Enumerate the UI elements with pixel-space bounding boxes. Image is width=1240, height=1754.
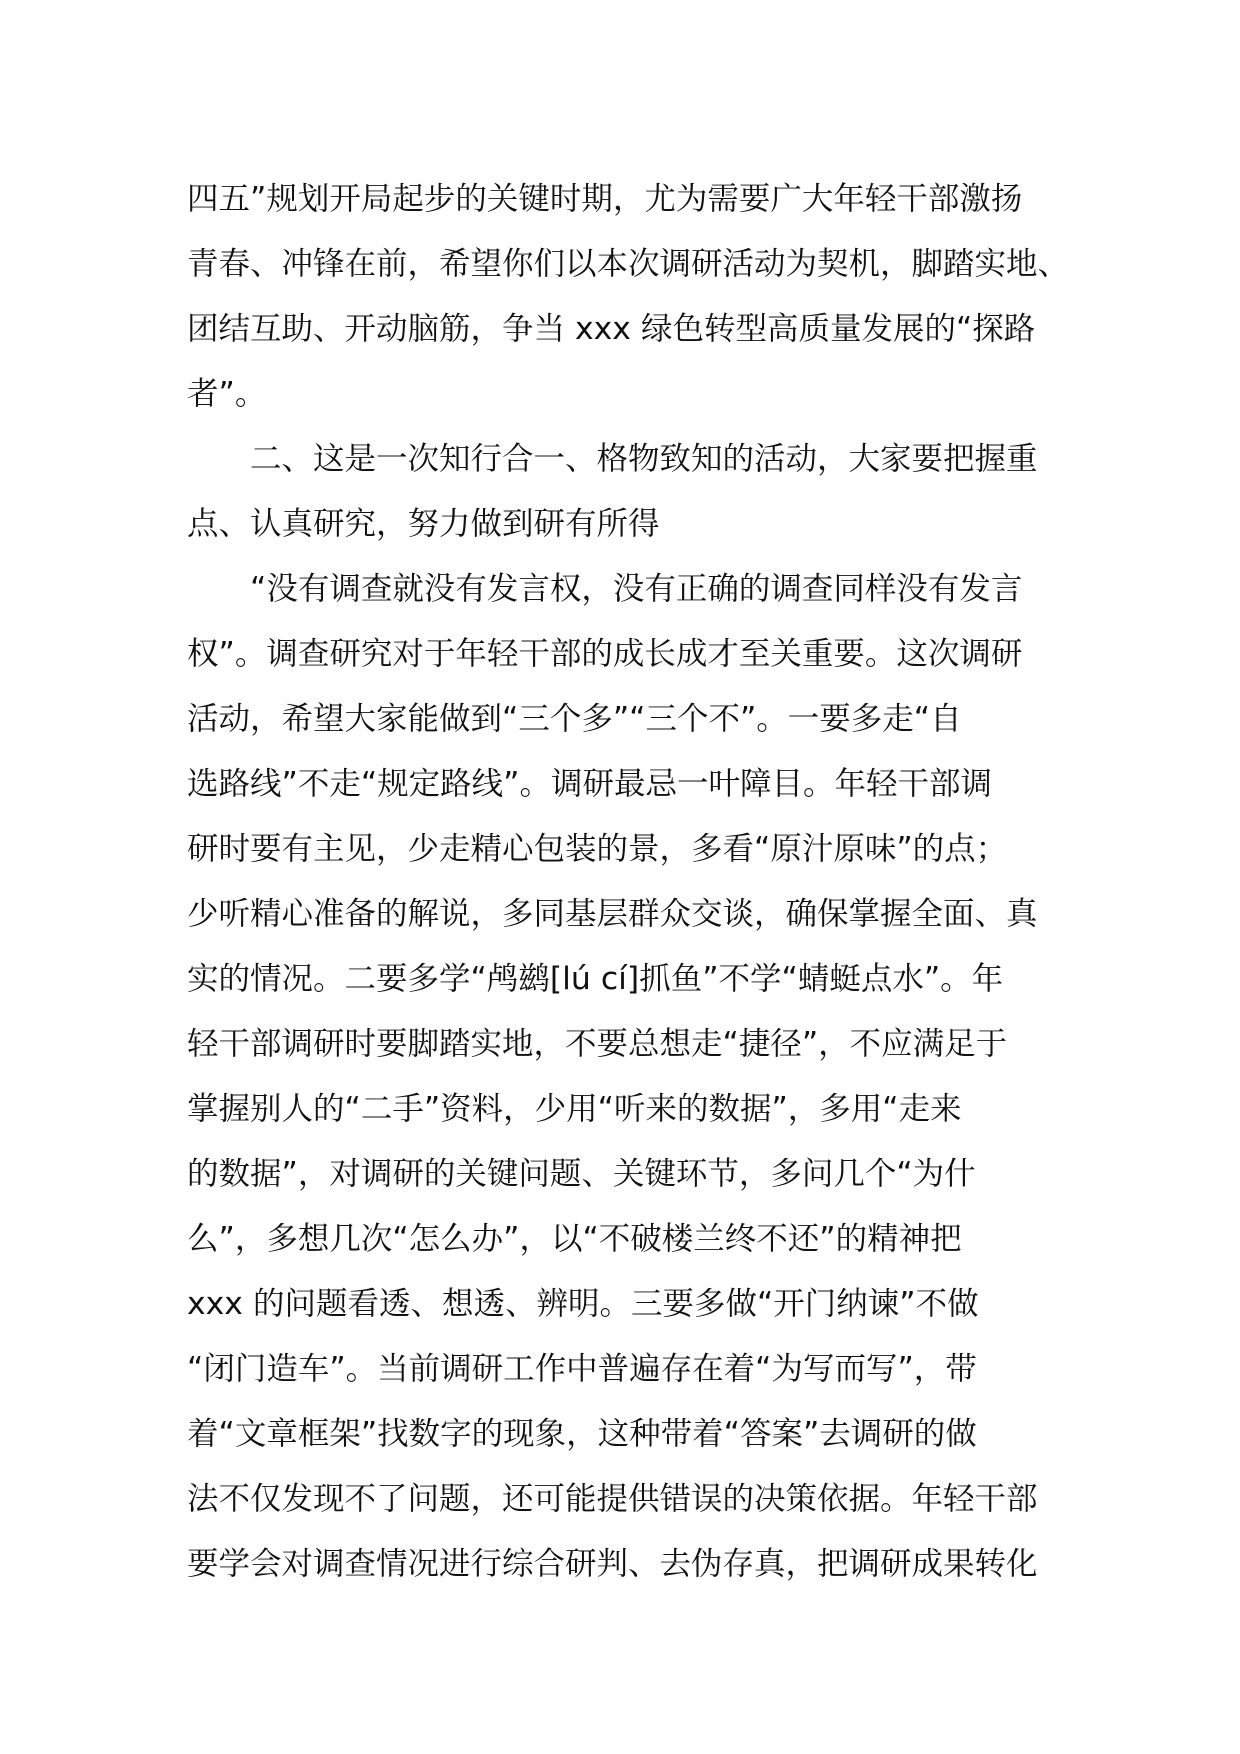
text-line: 轻干部调研时要脚踏实地，不要总想走“捷径”，不应满足于 — [187, 1026, 1008, 1062]
text-line: 少听精心准备的解说，多同基层群众交谈，确保掌握全面、真 — [187, 896, 1038, 932]
text-line: 青春、冲锋在前，希望你们以本次调研活动为契机，脚踏实地、 — [187, 246, 1070, 282]
text-line: 的数据”，对调研的关键问题、关键环节，多问几个“为什 — [187, 1156, 976, 1192]
document-body — [187, 167, 1070, 1597]
text-line: 者”。 — [187, 376, 267, 412]
text-line: 么”，多想几次“怎么办”，以“不破楼兰终不还”的精神把 — [187, 1221, 962, 1257]
text-line: 掌握别人的“二手”资料，少用“听来的数据”，多用“走来 — [187, 1091, 962, 1127]
text-line: 着“文章框架”找数字的现象，这种带着“答案”去调研的做 — [187, 1416, 977, 1452]
section-heading-line: 二、这是一次知行合一、格物致知的活动，大家要把握重 — [187, 441, 1038, 477]
text-line: 团结互助、开动脑筋，争当 xxx 绿色转型高质量发展的“探路 — [187, 311, 1036, 347]
text-line: 活动，希望大家能做到“三个多”“三个不”。一要多走“自 — [187, 701, 962, 737]
text-line: “没有调查就没有发言权，没有正确的调查同样没有发言 — [187, 571, 1023, 607]
text-line: 权”。调查研究对于年轻干部的成长成才至关重要。这次调研 — [187, 636, 1023, 672]
text-line: 要学会对调查情况进行综合研判、去伪存真，把调研成果转化 — [187, 1546, 1038, 1582]
section-heading-line: 点、认真研究，努力做到研有所得 — [187, 506, 660, 542]
text-line: 法不仅发现不了问题，还可能提供错误的决策依据。年轻干部 — [187, 1481, 1038, 1517]
text-line: 选路线”不走“规定路线”。调研最忌一叶障目。年轻干部调 — [187, 766, 992, 802]
text-line: 实的情况。二要多学“鸬鹚[lú cí]抓鱼”不学“蜻蜓点水”。年 — [187, 961, 1004, 997]
text-line: 四五”规划开局起步的关键时期，尤为需要广大年轻干部激扬 — [187, 181, 1023, 217]
text-line: 研时要有主见，少走精心包装的景，多看“原汁原味”的点； — [187, 831, 1008, 867]
text-line: “闭门造车”。当前调研工作中普遍存在着“为写而写”，带 — [187, 1351, 977, 1387]
text-line: xxx 的问题看透、想透、辨明。三要多做“开门纳谏”不做 — [187, 1286, 979, 1322]
